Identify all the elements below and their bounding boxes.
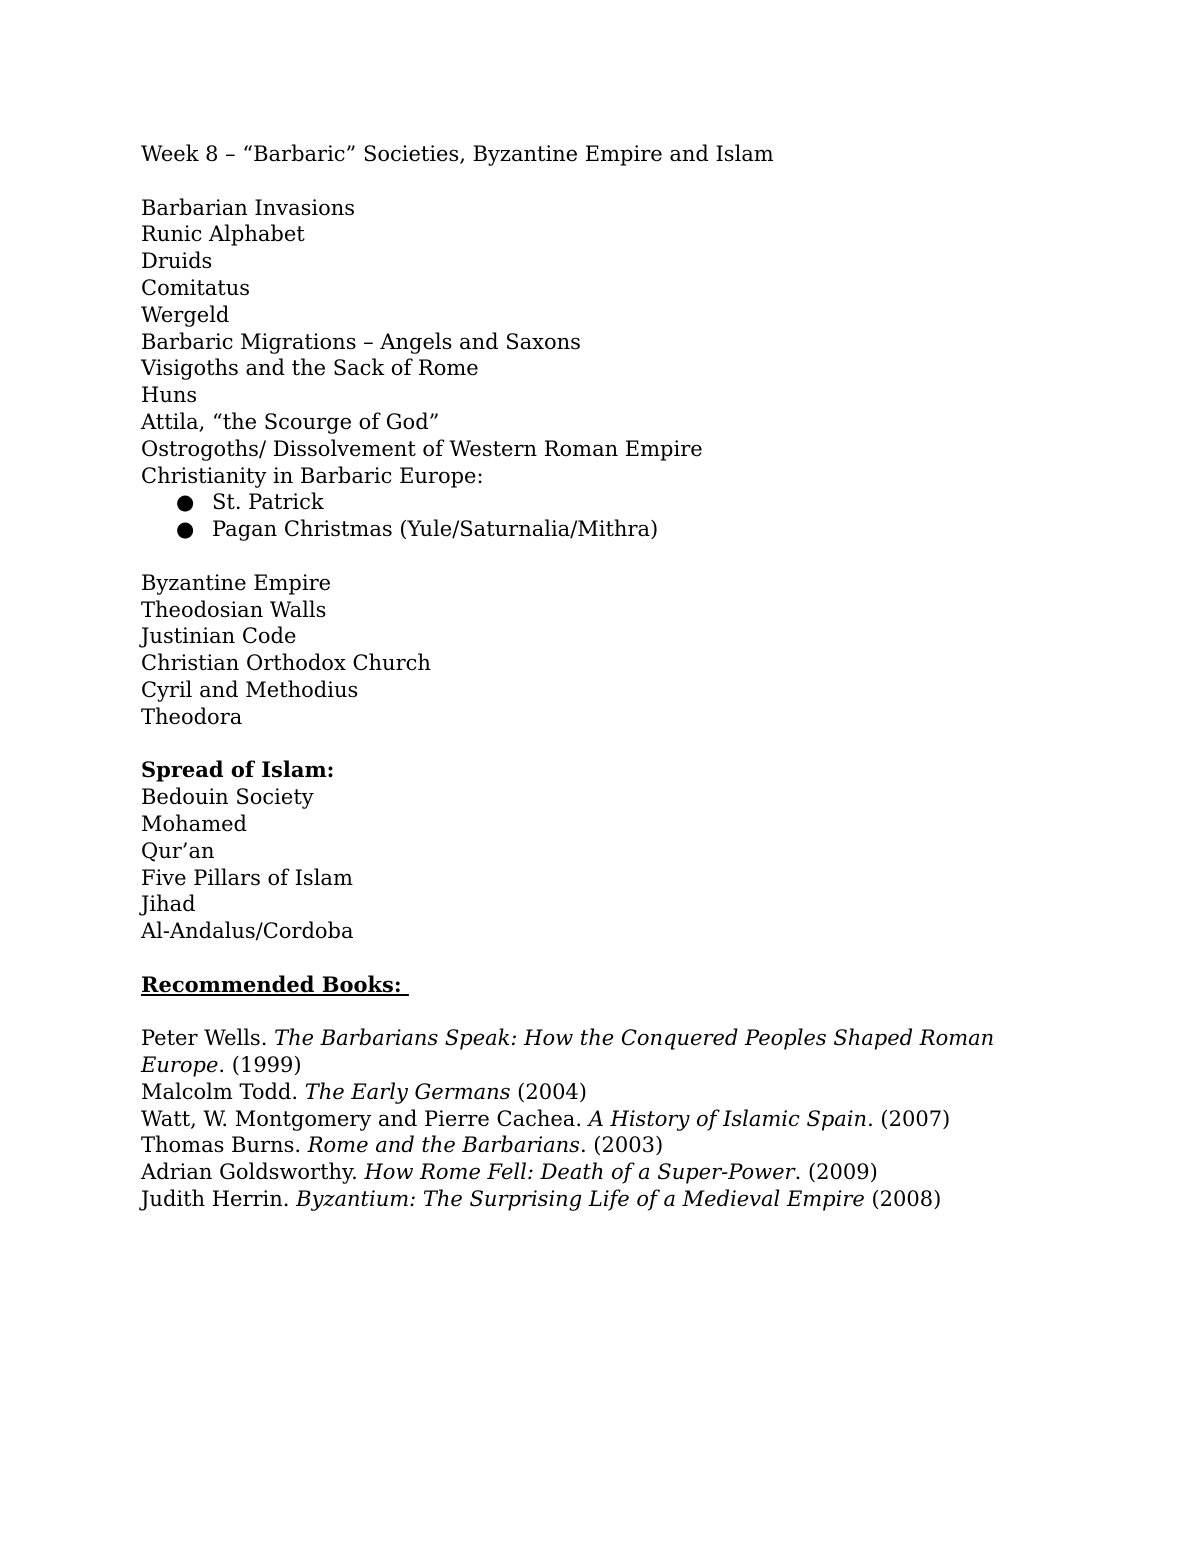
book-entry <box>141 1186 1001 1213</box>
list-item: Wergeld <box>141 302 230 327</box>
bullet-text: St. Patrick <box>212 490 324 515</box>
spacer <box>141 168 1041 195</box>
document-content <box>141 141 1041 1213</box>
book-author: Judith Herrin. <box>141 1187 297 1212</box>
bullet-dot-icon: ● <box>176 490 195 515</box>
book-title: Byzantium: The Surprising Life of a Medieval Empire <box>296 1187 865 1212</box>
book-title: The Early Germans <box>304 1079 511 1104</box>
book-author: Peter Wells. <box>141 1026 275 1051</box>
list-item: Attila, “the Scourge of God” <box>141 409 440 434</box>
book-entry <box>141 1159 1001 1186</box>
list-item: Ostrogoths/ Dissolvement of Western Roman Empire <box>141 436 703 461</box>
book-year: (2004) <box>510 1079 587 1104</box>
book-title: The Barbarians Speak: How the Conquered Peoples Shaped Roman Europe <box>141 1026 995 1078</box>
book-year: . (2007) <box>867 1106 951 1131</box>
book-year: . (2009) <box>794 1160 878 1185</box>
list-item: Christianity in Barbaric Europe: <box>141 463 484 488</box>
list-item: Byzantine Empire <box>141 570 332 595</box>
islam-topics-list <box>141 784 1041 945</box>
books-list <box>141 1025 1041 1213</box>
list-item: Mohamed <box>141 811 247 836</box>
spacer <box>141 543 1041 570</box>
list-item: Five Pillars of Islam <box>141 865 353 890</box>
spacer <box>141 999 1041 1026</box>
page-title: Week 8 – “Barbaric” Societies, Byzantine Empire and Islam <box>141 142 774 166</box>
list-item: Comitatus <box>141 275 251 300</box>
book-year: . (2003) <box>579 1133 664 1158</box>
list-item: Druids <box>141 249 213 274</box>
book-year: . (1999) <box>218 1053 302 1078</box>
list-item: Visigoths and the Sack of Rome <box>141 356 479 381</box>
list-item: Cyril and Methodius <box>141 677 359 702</box>
list-item: Jihad <box>141 892 196 917</box>
book-title: How Rome Fell: Death of a Super-Power <box>364 1160 795 1185</box>
bullet-item <box>141 489 1041 516</box>
list-item: Theodosian Walls <box>141 597 327 622</box>
bullet-text: Pagan Christmas (Yule/Saturnalia/Mithra) <box>212 517 659 542</box>
book-title: A History of Islamic Spain <box>588 1106 868 1131</box>
list-item: Al-Andalus/Cordoba <box>141 919 354 944</box>
book-title: Rome and the Barbarians <box>307 1133 580 1158</box>
book-author: Watt, W. Montgomery and Pierre Cachea. <box>141 1106 589 1131</box>
byzantine-topics-list <box>141 570 1041 731</box>
list-item: Barbaric Migrations – Angels and Saxons <box>141 329 581 354</box>
barbarian-topics-list <box>141 195 1041 490</box>
list-item: Christian Orthodox Church <box>141 651 431 676</box>
book-entry <box>141 1132 1001 1159</box>
christianity-bullet-list <box>141 489 1041 543</box>
book-entry <box>141 1079 1001 1106</box>
spacer <box>141 945 1041 972</box>
list-item: Qur’an <box>141 838 215 863</box>
book-entry <box>141 1106 1001 1133</box>
islam-heading: Spread of Islam: <box>141 757 335 783</box>
bullet-item <box>141 516 1041 543</box>
book-author: Thomas Burns. <box>141 1133 308 1158</box>
book-year: (2008) <box>864 1187 942 1212</box>
list-item: Justinian Code <box>141 624 297 649</box>
list-item: Huns <box>141 383 198 408</box>
bullet-dot-icon: ● <box>176 517 195 542</box>
book-author: Adrian Goldsworthy. <box>141 1160 365 1185</box>
list-item: Theodora <box>141 704 243 729</box>
list-item: Barbarian Invasions <box>141 195 356 220</box>
list-item: Bedouin Society <box>141 785 314 810</box>
book-author: Malcolm Todd. <box>141 1079 305 1104</box>
spacer <box>141 731 1041 758</box>
books-heading: Recommended Books: <box>141 971 409 997</box>
book-entry <box>141 1025 1001 1079</box>
list-item: Runic Alphabet <box>141 222 305 247</box>
